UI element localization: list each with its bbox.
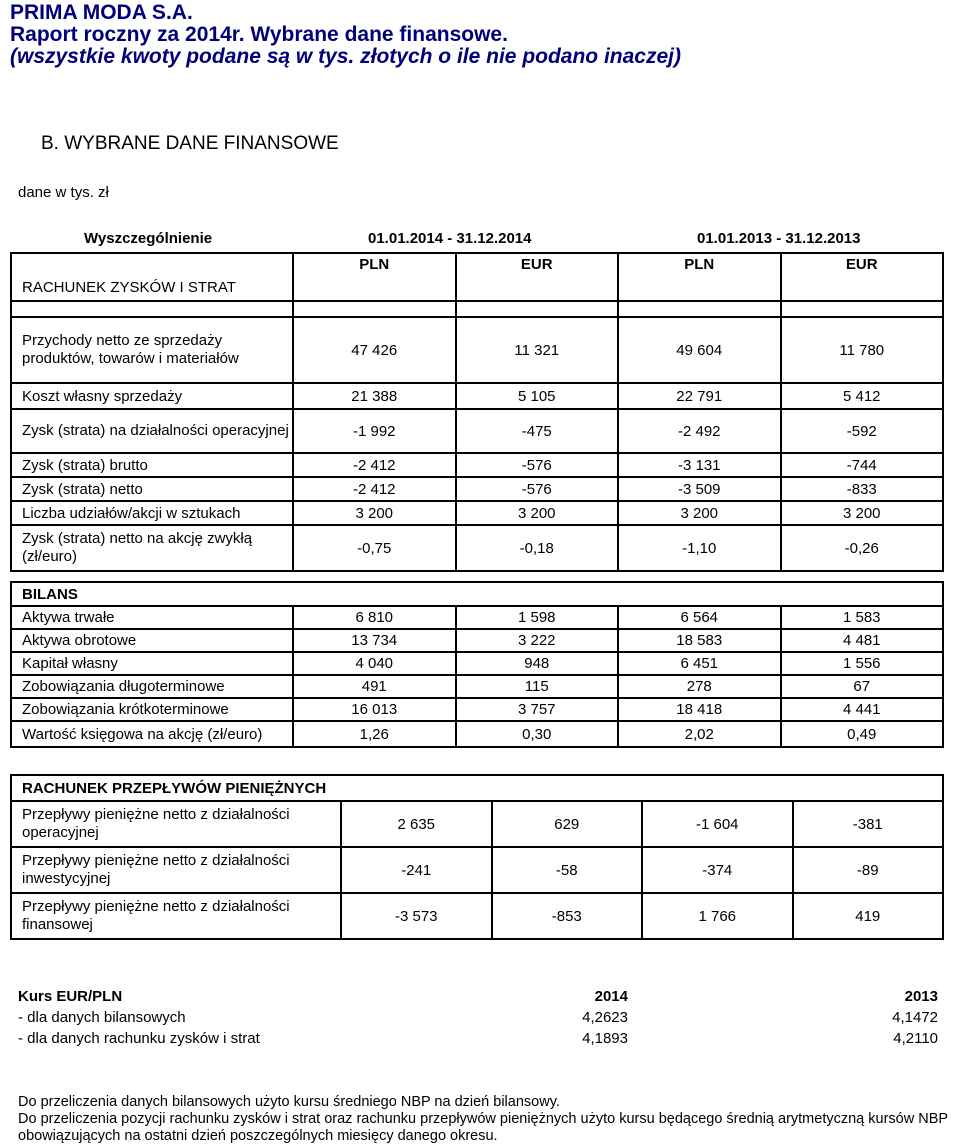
value-cell: -592 <box>781 409 944 453</box>
footnote-balance: Do przeliczenia danych bilansowych użyto kursu średniego NBP na dzień bilansowy. <box>18 1094 560 1110</box>
cash-flow-title: RACHUNEK PRZEPŁYWÓW PIENIĘŻNYCH <box>11 775 943 801</box>
value-cell: 67 <box>781 675 944 698</box>
value-cell: -853 <box>492 893 643 939</box>
table-row <box>11 629 943 652</box>
value-cell: -576 <box>456 453 619 477</box>
value-cell: 6 810 <box>293 606 456 629</box>
company-name: PRIMA MODA S.A. <box>10 1 193 24</box>
row-label: Wartość księgowa na akcję (zł/euro) <box>11 721 293 747</box>
value-cell: 6 451 <box>618 652 781 675</box>
value-cell: 419 <box>793 893 944 939</box>
value-cell: 5 105 <box>456 383 619 409</box>
value-cell: 3 200 <box>618 501 781 525</box>
value-cell: -1,10 <box>618 525 781 571</box>
value-cell: 47 426 <box>293 317 456 383</box>
value-cell: 1 583 <box>781 606 944 629</box>
row-label: Zysk (strata) netto <box>11 477 293 501</box>
row-label: Zysk (strata) na działalności operacyjnej <box>11 409 293 453</box>
income-statement-table <box>10 252 944 572</box>
table-row <box>11 606 943 629</box>
exchange-rate-2013: 4,2110 <box>893 1030 938 1047</box>
exchange-rate-row <box>18 1030 938 1051</box>
value-cell: -2 412 <box>293 477 456 501</box>
value-cell: 3 222 <box>456 629 619 652</box>
row-label: Przepływy pieniężne netto z działalności operacyjnej <box>11 801 341 847</box>
cash-flow-table <box>10 774 944 940</box>
value-cell: -3 573 <box>341 893 492 939</box>
value-cell: 629 <box>492 801 643 847</box>
table-row <box>11 501 943 525</box>
exchange-rates <box>18 988 938 1051</box>
footnotes <box>18 1094 948 1145</box>
value-cell: 3 200 <box>456 501 619 525</box>
value-cell: -1 992 <box>293 409 456 453</box>
value-cell: 948 <box>456 652 619 675</box>
unit-label: dane w tys. zł <box>18 184 109 201</box>
table-row <box>11 675 943 698</box>
value-cell: -3 131 <box>618 453 781 477</box>
value-cell: 278 <box>618 675 781 698</box>
value-cell: 4 481 <box>781 629 944 652</box>
currency-pln-2014: PLN <box>293 253 456 301</box>
balance-sheet-title: BILANS <box>11 582 943 606</box>
value-cell: -1 604 <box>642 801 793 847</box>
value-cell: 6 564 <box>618 606 781 629</box>
section-title: B. WYBRANE DANE FINANSOWE <box>41 133 339 154</box>
value-cell: -89 <box>793 847 944 893</box>
table-row <box>11 698 943 721</box>
value-cell: -58 <box>492 847 643 893</box>
table-row <box>11 525 943 571</box>
value-cell: 3 757 <box>456 698 619 721</box>
currency-eur-2013: EUR <box>781 253 944 301</box>
value-cell: 18 418 <box>618 698 781 721</box>
exchange-rate-2013: 4,1472 <box>892 1009 938 1026</box>
value-cell: -381 <box>793 801 944 847</box>
table-row <box>11 477 943 501</box>
value-cell: 115 <box>456 675 619 698</box>
value-cell: -374 <box>642 847 793 893</box>
value-cell: 49 604 <box>618 317 781 383</box>
value-cell: 11 780 <box>781 317 944 383</box>
value-cell: -576 <box>456 477 619 501</box>
row-label: Przepływy pieniężne netto z działalności inwestycyjnej <box>11 847 341 893</box>
row-label: Kapitał własny <box>11 652 293 675</box>
value-cell: 5 412 <box>781 383 944 409</box>
period-2013-header: 01.01.2013 - 31.12.2013 <box>697 230 861 247</box>
value-cell: 2,02 <box>618 721 781 747</box>
value-cell: 2 635 <box>341 801 492 847</box>
value-cell: 0,49 <box>781 721 944 747</box>
value-cell: -0,18 <box>456 525 619 571</box>
row-label: Zysk (strata) brutto <box>11 453 293 477</box>
table-row <box>11 383 943 409</box>
row-label: Koszt własny sprzedaży <box>11 383 293 409</box>
value-cell: -3 509 <box>618 477 781 501</box>
value-cell: -475 <box>456 409 619 453</box>
row-label: Aktywa trwałe <box>11 606 293 629</box>
balance-sheet-table <box>10 581 944 748</box>
value-cell: 1 556 <box>781 652 944 675</box>
row-label: Aktywa obrotowe <box>11 629 293 652</box>
value-cell: 3 200 <box>293 501 456 525</box>
footnote-income: Do przeliczenia pozycji rachunku zysków i strat oraz rachunku przepływów pieniężnych użyto kursu będącego średnią arytmetyczną kursów NBP obowiązujących na ostatni dzień poszczególnych miesięcy danego okresu. <box>18 1111 948 1144</box>
value-cell: -744 <box>781 453 944 477</box>
value-cell: 1 766 <box>642 893 793 939</box>
value-cell: 3 200 <box>781 501 944 525</box>
currency-eur-2014: EUR <box>456 253 619 301</box>
table-row <box>11 409 943 453</box>
row-label: Liczba udziałów/akcji w sztukach <box>11 501 293 525</box>
value-cell: 11 321 <box>456 317 619 383</box>
table-section-header <box>11 775 943 801</box>
exchange-year-2013: 2013 <box>904 988 938 1005</box>
value-cell: 4 040 <box>293 652 456 675</box>
value-cell: 13 734 <box>293 629 456 652</box>
value-cell: -833 <box>781 477 944 501</box>
table-row <box>11 453 943 477</box>
value-cell: 1,26 <box>293 721 456 747</box>
value-cell: 18 583 <box>618 629 781 652</box>
value-cell: 0,30 <box>456 721 619 747</box>
value-cell: 22 791 <box>618 383 781 409</box>
report-title: Raport roczny za 2014r. Wybrane dane finansowe. <box>10 23 508 46</box>
exchange-year-2014: 2014 <box>594 988 628 1005</box>
report-note: (wszystkie kwoty podane są w tys. złotych o ile nie podano inaczej) <box>10 45 681 68</box>
table-row <box>11 652 943 675</box>
exchange-rates-header <box>18 988 938 1009</box>
value-cell: -241 <box>341 847 492 893</box>
table-row <box>11 847 943 893</box>
value-cell: -0,26 <box>781 525 944 571</box>
table-row <box>11 801 943 847</box>
value-cell: -2 492 <box>618 409 781 453</box>
value-cell: 21 388 <box>293 383 456 409</box>
value-cell: -2 412 <box>293 453 456 477</box>
column-label-header: Wyszczególnienie <box>84 230 213 247</box>
exchange-rate-row <box>18 1009 938 1030</box>
value-cell: 491 <box>293 675 456 698</box>
exchange-rate-2014: 4,1893 <box>582 1030 628 1047</box>
value-cell: 1 598 <box>456 606 619 629</box>
row-label: Przepływy pieniężne netto z działalności finansowej <box>11 893 341 939</box>
row-label: Przychody netto ze sprzedaży produktów, towarów i materiałów <box>11 317 293 383</box>
row-label: Zobowiązania długoterminowe <box>11 675 293 698</box>
row-label: Zobowiązania krótkoterminowe <box>11 698 293 721</box>
table-row <box>11 721 943 747</box>
value-cell: -0,75 <box>293 525 456 571</box>
table-section-header <box>11 582 943 606</box>
exchange-rate-label: - dla danych bilansowych <box>18 1009 186 1026</box>
currency-pln-2013: PLN <box>618 253 781 301</box>
exchange-rates-title: Kurs EUR/PLN <box>18 988 123 1005</box>
table-row <box>11 317 943 383</box>
exchange-rate-2014: 4,2623 <box>582 1009 628 1026</box>
exchange-rate-label: - dla danych rachunku zysków i strat <box>18 1030 260 1047</box>
value-cell: 16 013 <box>293 698 456 721</box>
row-label: Zysk (strata) netto na akcję zwykłą (zł/euro) <box>11 525 293 571</box>
currency-header-row <box>11 253 943 301</box>
income-statement-title: RACHUNEK ZYSKÓW I STRAT <box>11 253 293 301</box>
period-2014-header: 01.01.2014 - 31.12.2014 <box>368 230 532 247</box>
value-cell: 4 441 <box>781 698 944 721</box>
table-row <box>11 893 943 939</box>
